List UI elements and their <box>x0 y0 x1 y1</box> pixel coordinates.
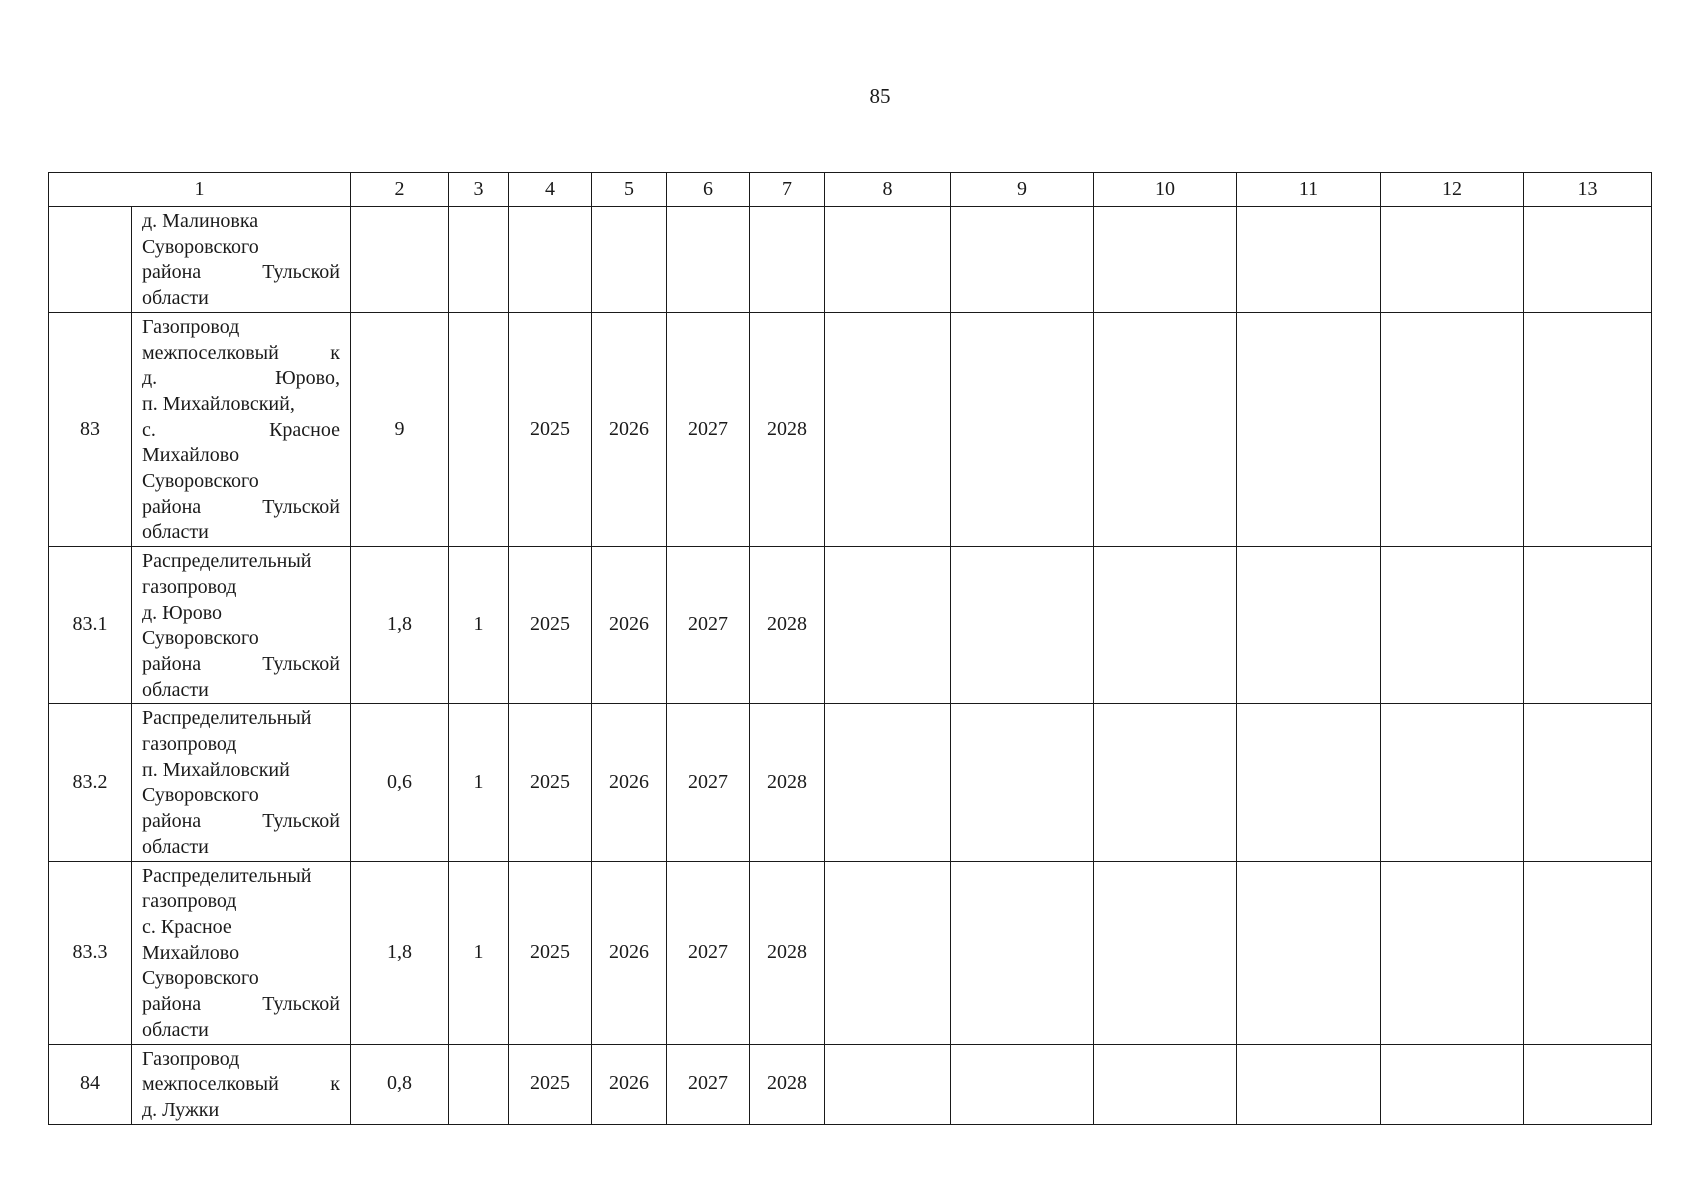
value-cell: 1,8 <box>351 861 449 1044</box>
empty-cell <box>1094 704 1237 861</box>
empty-cell <box>1381 1044 1524 1124</box>
value-cell: 2028 <box>750 547 825 704</box>
value-cell: 2028 <box>750 1044 825 1124</box>
name-line: Михайлово <box>142 941 240 964</box>
value-cell <box>351 207 449 313</box>
empty-cell <box>1237 1044 1381 1124</box>
name-line: района Тульской <box>142 652 340 675</box>
value-cell: 2026 <box>592 861 667 1044</box>
empty-cell <box>1237 207 1381 313</box>
table-row <box>49 207 1652 313</box>
name-line: газопровод <box>142 575 237 598</box>
empty-cell <box>825 547 951 704</box>
empty-cell <box>1237 861 1381 1044</box>
empty-cell <box>1094 207 1237 313</box>
name-line: района Тульской <box>142 495 340 518</box>
value-cell: 2026 <box>592 704 667 861</box>
column-header: 11 <box>1237 173 1381 207</box>
value-cell: 1,8 <box>351 547 449 704</box>
column-header: 13 <box>1524 173 1652 207</box>
column-header: 5 <box>592 173 667 207</box>
empty-cell <box>825 704 951 861</box>
empty-cell <box>825 861 951 1044</box>
value-cell: 2026 <box>592 312 667 546</box>
value-cell: 2028 <box>750 861 825 1044</box>
table-body <box>49 173 1652 1125</box>
empty-cell <box>1524 207 1652 313</box>
value-cell: 2025 <box>509 1044 592 1124</box>
column-header: 10 <box>1094 173 1237 207</box>
empty-cell <box>1237 312 1381 546</box>
empty-cell <box>825 207 951 313</box>
value-cell: 1 <box>449 547 509 704</box>
empty-cell <box>825 312 951 546</box>
empty-cell <box>825 1044 951 1124</box>
empty-cell <box>1381 861 1524 1044</box>
empty-cell <box>951 1044 1094 1124</box>
value-cell: 1 <box>449 704 509 861</box>
name-line: Суворовского <box>142 235 259 258</box>
name-line: Распределительный <box>142 707 312 730</box>
value-cell: 2028 <box>750 704 825 861</box>
row-name-cell <box>132 861 351 1044</box>
table-row <box>49 312 1652 546</box>
name-line: Распределительный <box>142 550 312 573</box>
name-line: Суворовского <box>142 967 259 990</box>
name-line: Газопровод <box>142 315 240 338</box>
empty-cell <box>951 547 1094 704</box>
name-line: п. Михайловский, <box>142 392 295 415</box>
empty-cell <box>1524 1044 1652 1124</box>
empty-cell <box>1524 861 1652 1044</box>
row-name-cell <box>132 207 351 313</box>
value-cell <box>509 207 592 313</box>
empty-cell <box>1381 704 1524 861</box>
table-row <box>49 547 1652 704</box>
empty-cell <box>1237 547 1381 704</box>
table-row <box>49 1044 1652 1124</box>
name-line: межпоселковый к <box>142 341 340 364</box>
table-row <box>49 861 1652 1044</box>
row-name-cell <box>132 1044 351 1124</box>
row-number-cell: 83.2 <box>49 704 132 861</box>
row-number-cell: 83.3 <box>49 861 132 1044</box>
name-line: газопровод <box>142 890 237 913</box>
value-cell: 2025 <box>509 861 592 1044</box>
column-header: 1 <box>49 173 351 207</box>
value-cell: 9 <box>351 312 449 546</box>
row-number-cell: 84 <box>49 1044 132 1124</box>
empty-cell <box>951 312 1094 546</box>
name-line: с. Красное <box>142 418 340 441</box>
name-line: с. Красное <box>142 915 232 938</box>
row-number-cell <box>49 207 132 313</box>
name-line: Суворовского <box>142 627 259 650</box>
column-header: 2 <box>351 173 449 207</box>
name-line: Суворовского <box>142 784 259 807</box>
empty-cell <box>1524 312 1652 546</box>
name-line: д. Лужки <box>142 1098 220 1121</box>
empty-cell <box>1524 547 1652 704</box>
value-cell: 0,8 <box>351 1044 449 1124</box>
empty-cell <box>1381 312 1524 546</box>
empty-cell <box>1524 704 1652 861</box>
column-header: 7 <box>750 173 825 207</box>
row-number-cell: 83 <box>49 312 132 546</box>
column-header: 4 <box>509 173 592 207</box>
name-line: района Тульской <box>142 810 340 833</box>
empty-cell <box>1381 207 1524 313</box>
value-cell: 2025 <box>509 547 592 704</box>
name-line: Суворовского <box>142 470 259 493</box>
value-cell: 2026 <box>592 1044 667 1124</box>
name-line: области <box>142 678 209 701</box>
header-row <box>49 173 1652 207</box>
table-row <box>49 704 1652 861</box>
empty-cell <box>951 207 1094 313</box>
row-name-cell <box>132 704 351 861</box>
value-cell: 1 <box>449 861 509 1044</box>
value-cell: 2027 <box>667 704 750 861</box>
value-cell: 2026 <box>592 547 667 704</box>
name-line: Газопровод <box>142 1047 240 1070</box>
name-line: д. Юрово, <box>142 367 340 390</box>
name-line: района Тульской <box>142 261 340 284</box>
name-line: области <box>142 287 209 310</box>
empty-cell <box>1237 704 1381 861</box>
value-cell <box>667 207 750 313</box>
name-line: области <box>142 835 209 858</box>
name-line: п. Михайловский <box>142 758 290 781</box>
name-line: Распределительный <box>142 864 312 887</box>
empty-cell <box>1094 861 1237 1044</box>
value-cell: 2025 <box>509 312 592 546</box>
name-line: д. Малиновка <box>142 210 259 232</box>
name-line: Михайлово <box>142 444 240 467</box>
value-cell: 2028 <box>750 312 825 546</box>
value-cell <box>449 312 509 546</box>
page-number: 85 <box>869 84 891 108</box>
name-line: района Тульской <box>142 993 340 1016</box>
value-cell <box>750 207 825 313</box>
column-header: 3 <box>449 173 509 207</box>
row-number-cell: 83.1 <box>49 547 132 704</box>
value-cell: 0,6 <box>351 704 449 861</box>
value-cell <box>449 1044 509 1124</box>
value-cell: 2027 <box>667 312 750 546</box>
value-cell <box>449 207 509 313</box>
name-line: газопровод <box>142 733 237 756</box>
row-name-cell <box>132 312 351 546</box>
empty-cell <box>951 861 1094 1044</box>
name-line: области <box>142 1018 209 1041</box>
empty-cell <box>1094 312 1237 546</box>
value-cell: 2027 <box>667 547 750 704</box>
empty-cell <box>1381 547 1524 704</box>
empty-cell <box>1094 547 1237 704</box>
name-line: области <box>142 521 209 544</box>
column-header: 8 <box>825 173 951 207</box>
name-line: д. Юрово <box>142 601 223 624</box>
value-cell: 2027 <box>667 861 750 1044</box>
column-header: 9 <box>951 173 1094 207</box>
row-name-cell <box>132 547 351 704</box>
column-header: 12 <box>1381 173 1524 207</box>
empty-cell <box>951 704 1094 861</box>
column-header: 6 <box>667 173 750 207</box>
value-cell <box>592 207 667 313</box>
value-cell: 2025 <box>509 704 592 861</box>
data-table <box>48 172 1652 1125</box>
value-cell: 2027 <box>667 1044 750 1124</box>
empty-cell <box>1094 1044 1237 1124</box>
name-line: межпоселковый к <box>142 1073 340 1096</box>
